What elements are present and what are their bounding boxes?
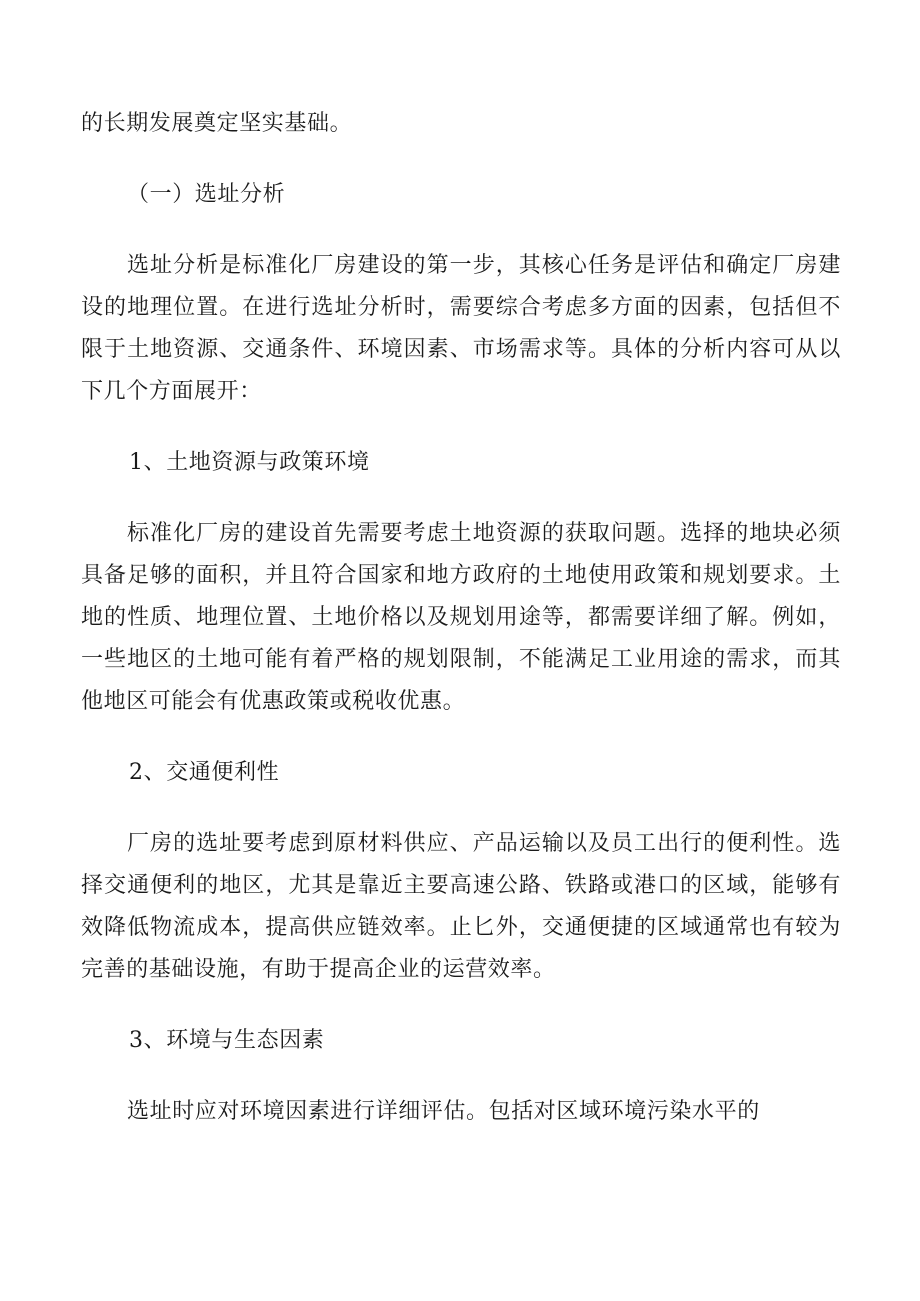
document-body [81, 103, 841, 1133]
body-paragraph-transport: 厂房的选址要考虑到原材料供应、产品运输以及员工出行的便利性。选择交通便利的地区，尤其是靠近主要高速公路、铁路或港口的区域，能够有效降低物流成本，提高供应链效率。止匕外，交通便捷的区域通常也有较为完善的基础设施，有助于提高企业的运营效率。 [81, 831, 841, 982]
continuation-paragraph: 的长期发展奠定坚实基础。 [81, 111, 353, 136]
body-paragraph-land-policy: 标准化厂房的建设首先需要考虑土地资源的获取问题。选择的地块必须具备足够的面积，并且符合国家和地方政府的土地使用政策和规划要求。土地的性质、地理位置、土地价格以及规划用途等，都需要详细了解。例如，一些地区的土地可能有着严格的规划限制，不能满足工业用途的需求，而其他地区可能会有优惠政策或税收优惠。 [81, 521, 841, 714]
section-heading-site-analysis: （一）选址分析 [127, 182, 286, 207]
body-paragraph-intro: 选址分析是标准化厂房建设的第一步，其核心任务是评估和确定厂房建设的地理位置。在进行选址分析时，需要综合考虑多方面的因素，包括但不限于土地资源、交通条件、环境因素、市场需求等。具体的分析内容可从以下几个方面展开： [81, 253, 841, 404]
sub-heading-environment: 3、环境与生态因素 [129, 1028, 325, 1053]
sub-heading-land-policy: 1、土地资源与政策环境 [129, 450, 370, 475]
sub-heading-transport: 2、交通便利性 [129, 760, 280, 785]
body-paragraph-environment: 选址时应对环境因素进行详细评估。包括对区域环境污染水平的 [127, 1099, 760, 1124]
